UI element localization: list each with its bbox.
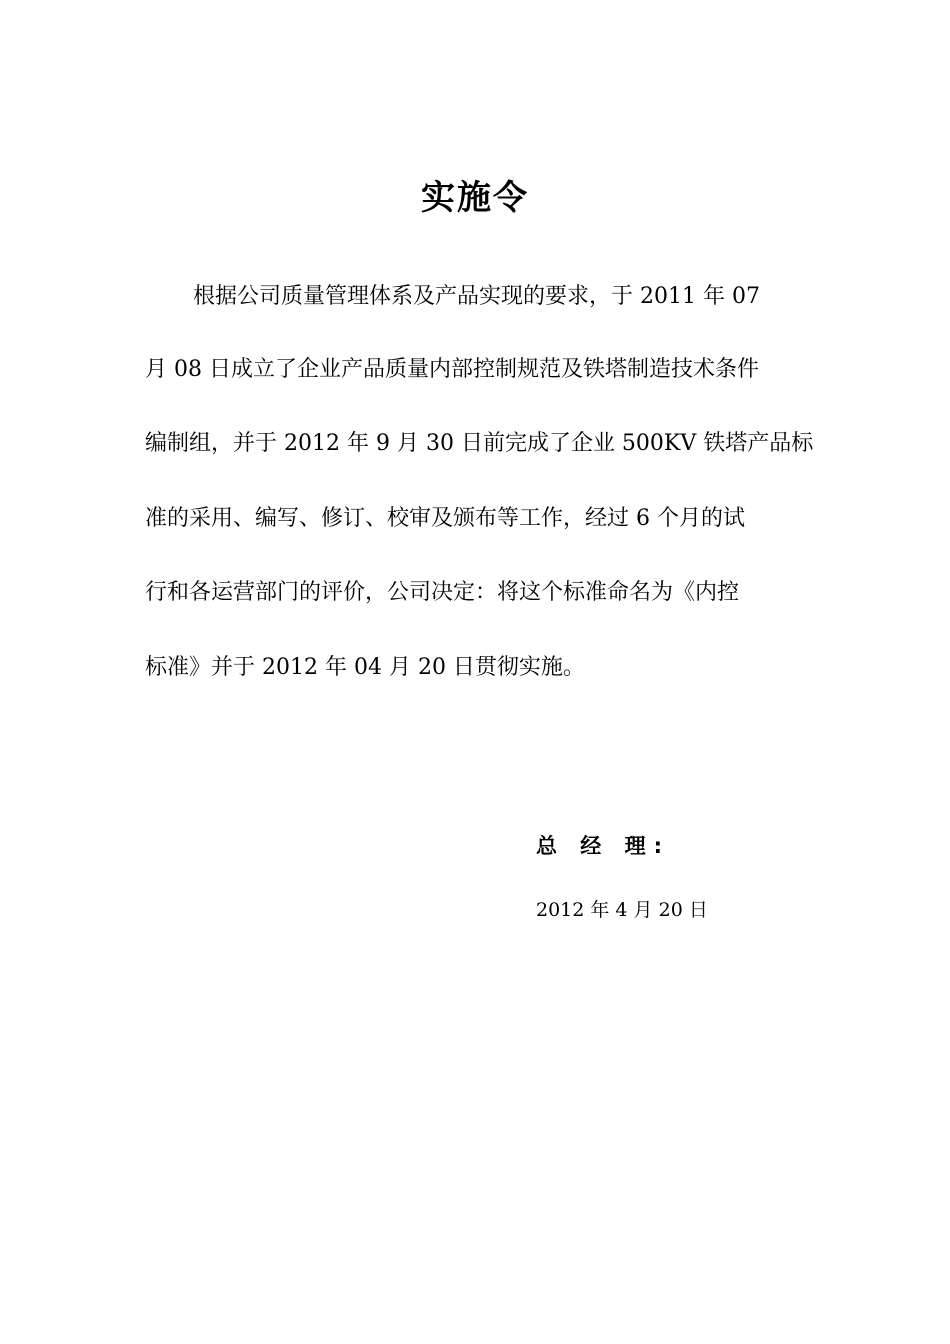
- paragraph-line: 标准》并于 2012 年 04 月 20 日贯彻实施。: [145, 655, 585, 680]
- paragraph-line: 编制组，并于 2012 年 9 月 30 日前完成了企业 500KV 铁塔产品标: [145, 431, 814, 456]
- signature-label: 总 经 理:: [536, 834, 671, 858]
- page-title: 实施令: [421, 178, 529, 218]
- paragraph-line: 准的采用、编写、修订、校审及颁布等工作，经过 6 个月的试: [145, 506, 745, 531]
- paragraph-line: 行和各运营部门的评价，公司决定：将这个标准命名为《内控: [145, 580, 740, 605]
- paragraph-line: 月 08 日成立了企业产品质量内部控制规范及铁塔制造技术条件: [145, 357, 759, 382]
- paragraph-line: 根据公司质量管理体系及产品实现的要求，于 2011 年 07: [193, 284, 760, 309]
- signature-date: 2012 年 4 月 20 日: [536, 899, 708, 921]
